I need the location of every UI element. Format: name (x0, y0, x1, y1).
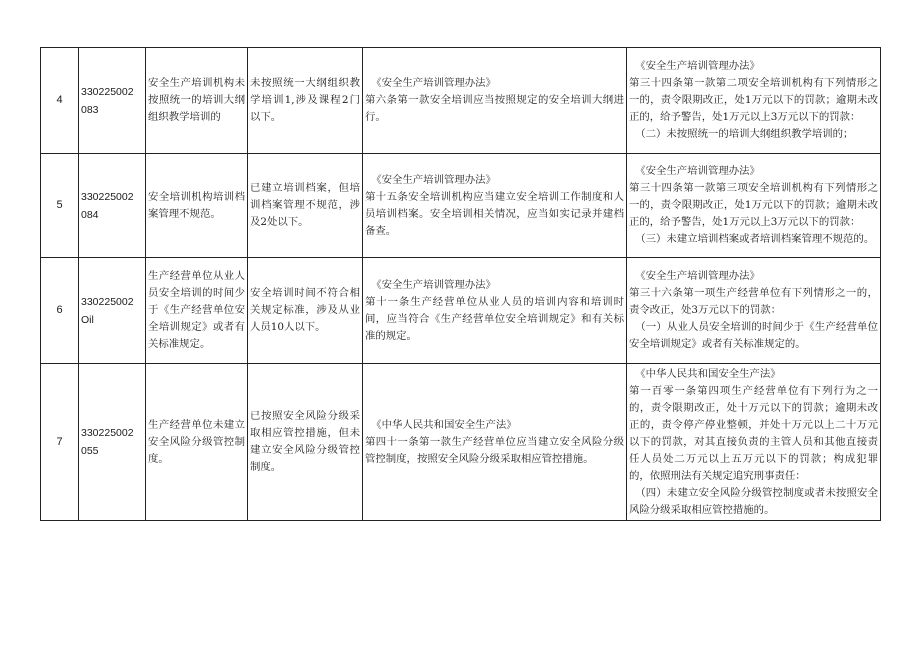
penalty-text: 第三十四条第一款第二项安全培训机构有下列情形之一的，责令限期改正，处1万元以下的罚款；逾期未改正的，给予警告，处1万元以上3万元以下的罚款： (629, 77, 878, 123)
penalty-provision-cell (627, 364, 881, 521)
basis-text: 第四十一条第一款生产经营单位应当建立安全风险分级管控制度，按照安全风险分级采取相应管控措施。 (365, 435, 624, 465)
basis-title: 《安全生产培训管理办法》 (371, 173, 496, 186)
basis-title: 《安全生产培训管理办法》 (371, 278, 496, 291)
circumstance-cell (248, 364, 363, 521)
violation-text: 生产经营单位未建立安全风险分级管控制度。 (148, 418, 245, 465)
row-number: 7 (56, 435, 63, 448)
violation-text: 安全生产培训机构未按照统一的培训大纲组织教学培训的 (148, 77, 245, 123)
item-code-cell (79, 154, 146, 258)
row-number-cell (41, 258, 79, 364)
table-row (41, 48, 881, 154)
basis-text: 第六条第一款安全培训应当按照规定的安全培训大纲进行。 (365, 94, 624, 123)
item-code-part: 330225002 (81, 190, 134, 203)
penalty-item: （一）从业人员安全培训的时间少于《生产经营单位安全培训规定》或者有关标准规定的。 (629, 321, 878, 350)
row-number-cell (41, 48, 79, 154)
row-number-cell (41, 364, 79, 521)
violation-cell (146, 258, 248, 364)
circumstance-text: 未按照统一大纲组织教学培训1,涉及课程2门以下。 (250, 77, 360, 123)
circumstance-text: 已建立培训档案，但培训档案管理不规范，涉及2处以下。 (250, 182, 360, 228)
penalty-text: 第三十四条第一款第三项安全培训机构有下列情形之一的，责令限期改正，处1万元以下的罚款；逾期未改正的，给予警告，处1万元以上3万元以下的罚款： (629, 182, 878, 228)
legal-basis-cell (363, 154, 627, 258)
item-code-cell (79, 48, 146, 154)
penalty-provision-cell (627, 48, 881, 154)
violation-cell (146, 48, 248, 154)
item-code-part: Oil (81, 313, 94, 326)
basis-text: 第十一条生产经营单位从业人员的培训内容和培训时间，应当符合《生产经营单位安全培训规定》和有关标准的规定。 (365, 295, 624, 342)
table-row (41, 258, 881, 364)
table-row (41, 364, 881, 521)
circumstance-cell (248, 154, 363, 258)
penalty-title: 《安全生产培训管理办法》 (635, 60, 760, 72)
violation-text: 生产经营单位从业人员安全培训的时间少于《生产经营单位安全培训规定》或者有关标准规定。 (148, 270, 245, 350)
item-code-part: 330225002 (81, 295, 134, 308)
item-code-part: 330225002 (81, 85, 134, 98)
circumstance-cell (248, 48, 363, 154)
row-number: 6 (56, 304, 63, 316)
legal-basis-cell (363, 258, 627, 364)
item-code-part: 330225002 (81, 427, 134, 439)
penalty-item: （二）未按照统一的培训大纲组织教学培训的； (635, 128, 854, 140)
table-row (41, 154, 881, 258)
violation-cell (146, 364, 248, 521)
basis-title: 《安全生产培训管理办法》 (371, 77, 496, 89)
penalty-text: 第三十六条第一项生产经营单位有下列情形之一的，责令改正，处3万元以下的罚款： (629, 287, 878, 316)
circumstance-text: 安全培训时间不符合相关规定标准，涉及从业人员10人以下。 (250, 287, 360, 333)
penalty-item: （四）未建立安全风险分级管控制度或者未按照安全风险分级采取相应管控措施的。 (629, 486, 878, 516)
legal-basis-cell (363, 364, 627, 521)
item-code-cell (79, 258, 146, 364)
basis-title: 《中华人民共和国安全生产法》 (371, 418, 517, 431)
violation-cell (146, 154, 248, 258)
penalty-title: 《安全生产培训管理办法》 (635, 270, 760, 282)
circumstance-text: 已按照安全风险分级采取相应管控措施，但未建立安全风险分级管控制度。 (250, 410, 360, 473)
item-code-cell (79, 364, 146, 521)
item-code-part: 083 (81, 103, 99, 116)
row-number-cell (41, 154, 79, 258)
violation-text: 安全培训机构培训档案管理不规范。 (148, 190, 245, 220)
circumstance-cell (248, 258, 363, 364)
penalty-title: 《中华人民共和国安全生产法》 (635, 367, 781, 380)
item-code-part: 084 (81, 208, 99, 221)
item-code-part: 055 (81, 445, 99, 457)
penalty-provision-cell (627, 154, 881, 258)
penalty-title: 《安全生产培训管理办法》 (635, 165, 760, 177)
penalty-standard-table (40, 47, 881, 521)
row-number: 4 (56, 94, 63, 106)
penalty-provision-cell (627, 258, 881, 364)
basis-text: 第十五条安全培训机构应当建立安全培训工作制度和人员培训档案。安全培训相关情况，应当如实记录并建档备查。 (365, 190, 624, 237)
penalty-text: 第一百零一条第四项生产经营单位有下列行为之一的，责令限期改正，处十万元以下的罚款；逾期未改正的，责令停产停业整顿，并处十万元以上二十万元以下的罚款，对其直接负责的主管人员和其他直接责任人员处二万元以上五万元以下的罚款；构成犯罪的，依照刑法有关规定追究刑事责任： (629, 384, 878, 482)
penalty-item: （三）未建立培训档案或者培训档案管理不规范的。 (635, 233, 875, 245)
legal-basis-cell (363, 48, 627, 154)
row-number: 5 (56, 199, 63, 211)
